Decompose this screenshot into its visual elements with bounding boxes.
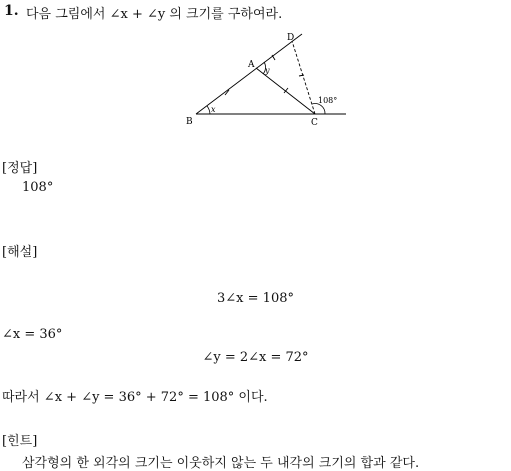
hint-header: [힌트]	[2, 434, 38, 449]
segment-c-d	[292, 41, 315, 114]
line-b-d	[196, 34, 302, 114]
triangle-figure	[0, 0, 511, 140]
question-number: 1.	[4, 3, 19, 19]
explanation-line-4: 따라서 ∠x + ∠y = 36° + 72° = 108° 이다.	[2, 390, 268, 405]
answer-value: 108°	[22, 180, 54, 195]
explanation-line-1: 3∠x = 108°	[217, 291, 294, 306]
explanation-line-3: ∠y = 2∠x = 72°	[202, 350, 309, 365]
angle-y-label: y	[265, 66, 270, 75]
point-c: C	[311, 118, 318, 128]
explanation-header: [해설]	[2, 245, 38, 260]
point-a: A	[248, 60, 255, 70]
answer-header: [정답]	[2, 161, 38, 176]
point-d: D	[287, 33, 295, 43]
hint-text: 삼각형의 한 외각의 크기는 이웃하지 않는 두 내각의 크기의 합과 같다.	[22, 456, 420, 471]
angle-given-label: 108°	[318, 96, 338, 105]
angle-x-label: x	[211, 105, 216, 114]
point-b: B	[186, 117, 193, 127]
question-text: 다음 그림에서 ∠x + ∠y 의 크기를 구하여라.	[26, 7, 283, 22]
explanation-line-2: ∠x = 36°	[2, 327, 63, 342]
tick-cd	[299, 75, 304, 76]
angle-108-arc	[312, 104, 325, 114]
angle-x-arc	[207, 106, 210, 114]
